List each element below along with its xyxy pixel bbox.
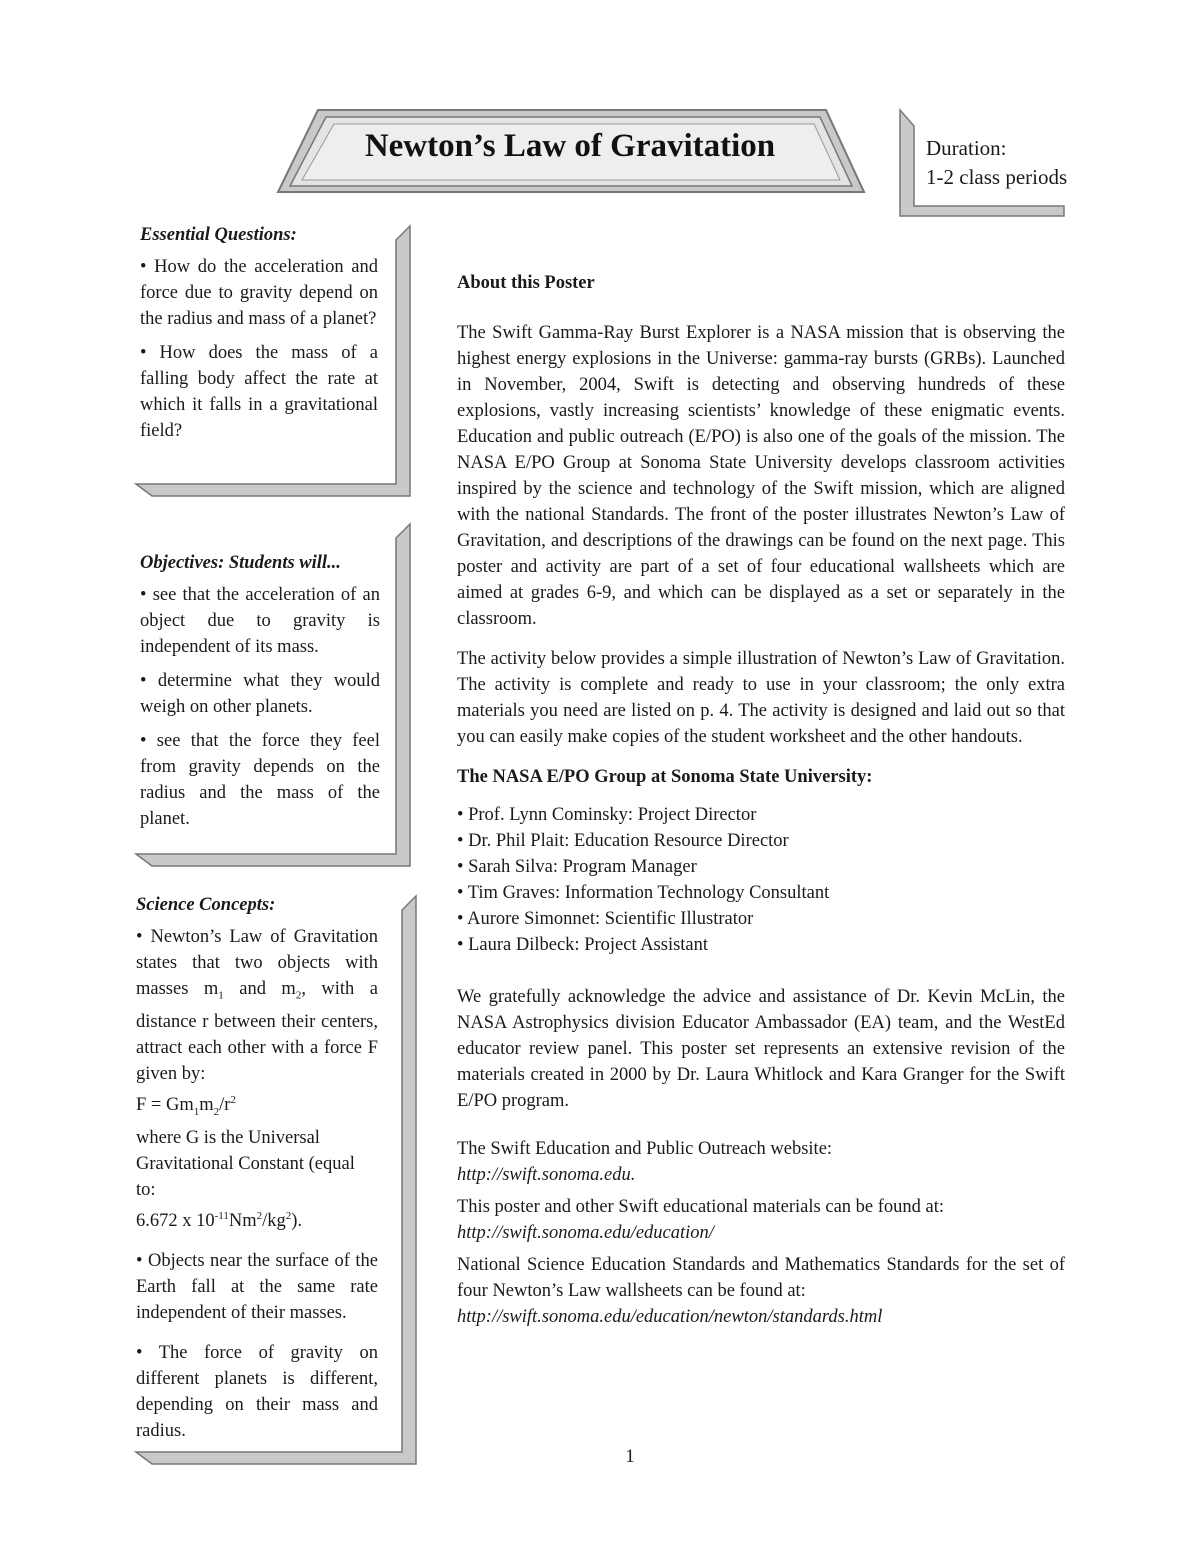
essential-item: • How do the acceleration and force due to gravity depend on the radius and mass of a planet? [140, 257, 378, 329]
team-member: • Tim Graves: Information Technology Consultant [457, 883, 830, 903]
concept-formula: $F = Gm_1m_2/r^2$ [136, 1093, 236, 1118]
team-member: • Sarah Silva: Program Manager [457, 857, 697, 877]
main-column [457, 270, 1065, 1330]
concept-item: • The force of gravity on different planets is different, depending on their mass and radius. [136, 1342, 378, 1441]
duration-label: Duration: [926, 136, 1007, 160]
team-member: • Prof. Lynn Cominsky: Project Director [457, 805, 757, 825]
concepts-heading: Science Concepts: [136, 895, 276, 915]
objectives [140, 550, 380, 840]
activity-paragraph: The activity below provides a simple illustration of Newton’s Law of Gravitation. The activity is complete and ready to use in your classroom; the only extra materials you need are listed on p. 4. The activity is designed and laid out so that you can easily make copies of the student worksheet and the other handouts. [457, 649, 1065, 747]
website-block [457, 1136, 1065, 1188]
page-number: 1 [625, 1446, 635, 1467]
acknowledgement: We gratefully acknowledge the advice and assistance of Dr. Kevin McLin, the NASA Astrophysics division Educator Ambassador (EA) team, and the WestEd educator review panel. This poster set represents an extensive revision of the materials created in 2000 by Dr. Laura Whitlock and Kara Granger for the Swift E/PO program. [457, 987, 1065, 1111]
standards-block [457, 1252, 1065, 1330]
materials-label: This poster and other Swift educational materials can be found at: [457, 1197, 945, 1217]
page-title: Newton’s Law of Gravitation [364, 128, 776, 164]
concept-g-description: where G is the Universal Gravitational Constant (equal to: [136, 1127, 355, 1200]
materials-link[interactable]: http://swift.sonoma.edu/education/ [457, 1223, 714, 1243]
essential-heading: Essential Questions: [140, 225, 297, 245]
website-label: The Swift Education and Public Outreach website: [457, 1139, 833, 1159]
objective-item: • determine what they would weigh on other planets. [140, 671, 380, 717]
standards-label: National Science Education Standards and Mathematics Standards for the set of four Newton’s Law wallsheets can be found at: [457, 1255, 1065, 1301]
group-heading: The NASA E/PO Group at Sonoma State University: [457, 767, 873, 787]
concept-item: • Objects near the surface of the Earth fall at the same rate independent of their masses. [136, 1250, 378, 1323]
objective-item: • see that the acceleration of an object due to gravity is independent of its mass. [140, 585, 380, 657]
objectives-heading: Objectives: Students will... [140, 553, 341, 573]
standards-link[interactable]: http://swift.sonoma.edu/education/newton/standards.html [457, 1307, 883, 1327]
website-link[interactable]: http://swift.sonoma.edu. [457, 1165, 636, 1185]
objective-item: • see that the force they feel from gravity depends on the radius and the mass of the planet. [140, 731, 380, 829]
duration [926, 134, 1126, 192]
team-list [457, 802, 1065, 958]
team-member: • Aurore Simonnet: Scientific Illustrator [457, 909, 754, 929]
concept-newton-law: • Newton’s Law of Gravitation states that two objects with masses $m_1$ and $m_2$, with a distance r between their centers, attract each other with a force F given by: [136, 927, 378, 1084]
concept-g-value: 6.672 x $10^{-11}Nm^2/kg^2$). [136, 1209, 303, 1231]
team-member: • Laura Dilbeck: Project Assistant [457, 935, 709, 955]
essential-questions [140, 222, 378, 452]
science-concepts [136, 892, 378, 1452]
essential-item: • How does the mass of a falling body affect the rate at which it falls in a gravitational field? [140, 343, 378, 441]
about-paragraph: The Swift Gamma-Ray Burst Explorer is a NASA mission that is observing the highest energy explosions in the Universe: gamma-ray bursts (GRBs). Launched in November, 2004, Swift is detecting and observing hundreds of these explosions, vastly increasing scientists’ knowledge of these enigmatic events. Education and public outreach (E/PO) is also one of the goals of the mission. The NASA E/PO Group at Sonoma State University develops classroom activities inspired by the science and technology of the Swift mission, which are aligned with the national Standards. The front of the poster illustrates Newton’s Law of Gravitation, and descriptions of the drawings can be found on the next page. This poster and activity are part of a set of four educational wallsheets which are aimed at grades 6-9, and which can be displayed as a set or separately in the classroom. [457, 323, 1065, 629]
about-heading: About this Poster [457, 273, 595, 293]
materials-block [457, 1194, 1065, 1246]
duration-value: 1-2 class periods [926, 165, 1068, 189]
team-member: • Dr. Phil Plait: Education Resource Director [457, 831, 789, 851]
